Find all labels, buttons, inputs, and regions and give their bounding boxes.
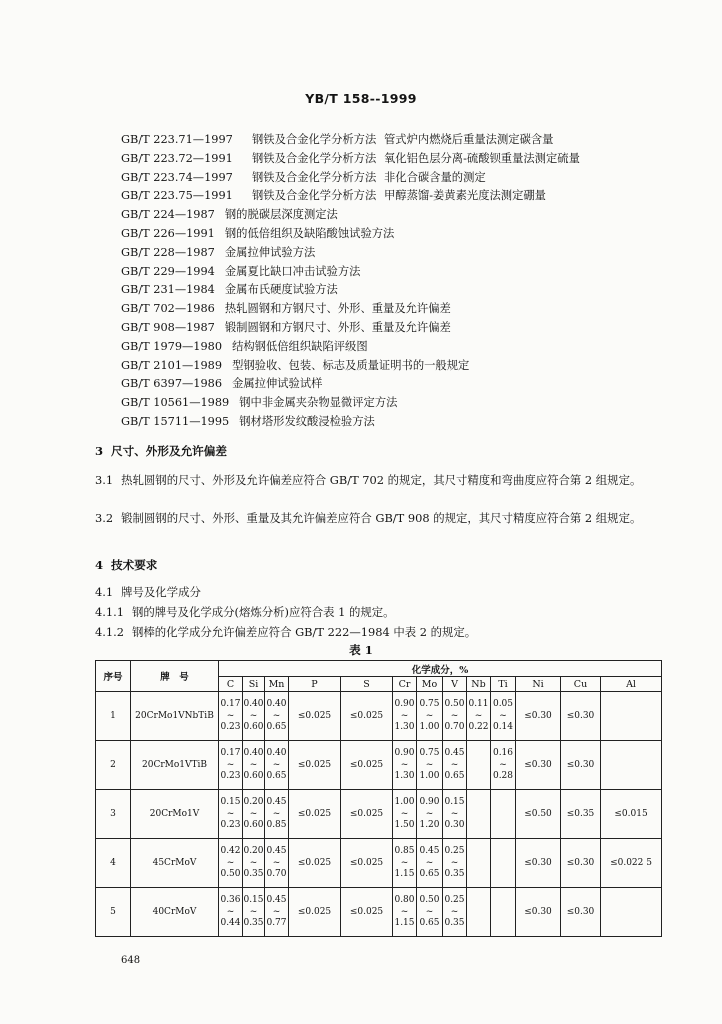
range-min: 0.90	[394, 698, 415, 709]
range-separator: ~	[400, 858, 409, 868]
reference-code: GB/T 908—1987	[121, 320, 215, 334]
steel-grade: 40CrMoV	[131, 888, 219, 937]
header-element: Ti	[491, 677, 516, 692]
range-min: 0.45	[419, 845, 440, 856]
reference-item	[121, 131, 681, 150]
range-min: 0.25	[444, 845, 465, 856]
cell-nb	[467, 741, 491, 790]
range-separator: ~	[400, 711, 409, 721]
header-element: Mn	[265, 677, 289, 692]
range-max: 0.65	[266, 722, 287, 732]
cell-cr-range	[393, 839, 417, 888]
range-min: 0.40	[243, 698, 264, 709]
cell-s: ≤0.025	[341, 790, 393, 839]
range-min: 0.11	[468, 698, 489, 709]
cell-cu: ≤0.35	[561, 790, 601, 839]
reference-subtitle: 管式炉内燃烧后重量法测定碳含量	[384, 133, 554, 146]
reference-code: GB/T 223.72—1991	[121, 151, 233, 165]
range-min: 0.16	[492, 747, 514, 758]
steel-grade: 20CrMo1V	[131, 790, 219, 839]
reference-title: 钢铁及合金化学分析方法	[252, 170, 377, 184]
range-min: 0.45	[266, 845, 287, 856]
range-separator: ~	[272, 809, 281, 819]
header-element: V	[443, 677, 467, 692]
range-min: 0.20	[243, 845, 264, 856]
range-min: 0.80	[394, 894, 415, 905]
range-max: 1.30	[394, 722, 415, 732]
range-max: 0.44	[220, 918, 241, 928]
range-min: 0.15	[444, 796, 465, 807]
range-max: 1.50	[394, 820, 415, 830]
header-element: Cr	[393, 677, 417, 692]
range-min: 0.05	[492, 698, 514, 709]
reference-code: GB/T 15711—1995	[121, 414, 230, 428]
clause-line: 4.1.1 钢的牌号及化学成分(熔炼分析)应符合表 1 的规定。	[95, 605, 395, 619]
steel-grade: 20CrMo1VNbTiB	[131, 692, 219, 741]
range-min: 0.45	[266, 796, 287, 807]
reference-title: 钢的低倍组织及缺陷酸蚀试验方法	[224, 226, 395, 240]
cell-si-range	[243, 790, 265, 839]
range-separator: ~	[272, 907, 281, 917]
reference-item	[121, 225, 681, 244]
reference-item	[121, 319, 681, 338]
range-min: 0.15	[243, 894, 264, 905]
reference-title: 金属夏比缺口冲击试验方法	[224, 264, 361, 278]
cell-cu: ≤0.30	[561, 741, 601, 790]
header-index: 序号	[96, 661, 131, 692]
reference-item	[121, 338, 681, 357]
reference-title: 金属拉伸试验方法	[224, 245, 316, 259]
cell-ti-range	[491, 692, 516, 741]
range-separator: ~	[226, 858, 235, 868]
cell-ti	[491, 888, 516, 937]
reference-code: GB/T 10561—1989	[121, 396, 230, 410]
range-min: 0.90	[419, 796, 440, 807]
range-max: 0.85	[266, 820, 287, 830]
reference-title: 型钢验收、包装、标志及质量证明书的一般规定	[232, 358, 470, 372]
range-min: 0.85	[394, 845, 415, 856]
reference-title: 钢材塔形发纹酸浸检验方法	[239, 414, 375, 428]
reference-item	[121, 169, 681, 188]
range-max: 1.15	[394, 918, 415, 928]
row-index: 3	[96, 790, 131, 839]
range-max: 0.14	[492, 722, 514, 732]
reference-list	[121, 131, 681, 432]
range-max: 0.70	[444, 722, 465, 732]
cell-al	[601, 692, 662, 741]
cell-c-range	[219, 741, 243, 790]
cell-p: ≤0.025	[289, 839, 341, 888]
reference-title: 钢铁及合金化学分析方法	[252, 151, 377, 165]
table-row	[96, 790, 662, 839]
cell-c-range	[219, 790, 243, 839]
cell-mo-range	[417, 839, 443, 888]
reference-code: GB/T 224—1987	[121, 208, 215, 222]
cell-v-range	[443, 790, 467, 839]
range-min: 0.25	[444, 894, 465, 905]
reference-item	[121, 413, 681, 432]
cell-v-range	[443, 741, 467, 790]
range-max: 0.23	[220, 722, 241, 732]
cell-cr-range	[393, 692, 417, 741]
range-max: 0.60	[243, 820, 264, 830]
reference-code: GB/T 702—1986	[121, 302, 215, 316]
range-max: 0.70	[266, 869, 287, 879]
range-max: 0.77	[266, 918, 287, 928]
cell-cu: ≤0.30	[561, 692, 601, 741]
range-min: 0.36	[220, 894, 241, 905]
cell-al: ≤0.022 5	[601, 839, 662, 888]
cell-s: ≤0.025	[341, 741, 393, 790]
cell-si-range	[243, 692, 265, 741]
cell-v-range	[443, 888, 467, 937]
range-min: 0.50	[444, 698, 465, 709]
range-separator: ~	[425, 760, 434, 770]
range-separator: ~	[226, 711, 235, 721]
range-max: 0.65	[419, 918, 440, 928]
range-max: 0.35	[444, 918, 465, 928]
range-min: 0.42	[220, 845, 241, 856]
reference-title: 结构钢低倍组织缺陷评级图	[232, 339, 368, 353]
range-max: 1.00	[419, 722, 440, 732]
reference-code: GB/T 226—1991	[121, 226, 215, 240]
reference-code: GB/T 6397—1986	[121, 377, 223, 391]
range-separator: ~	[249, 760, 258, 770]
range-separator: ~	[272, 711, 281, 721]
header-element: Nb	[467, 677, 491, 692]
cell-mn-range	[265, 888, 289, 937]
row-index: 4	[96, 839, 131, 888]
reference-title: 钢中非金属夹杂物显微评定方法	[239, 396, 398, 410]
cell-mn-range	[265, 692, 289, 741]
range-max: 0.60	[243, 722, 264, 732]
header-element: Ni	[516, 677, 561, 692]
header-element: C	[219, 677, 243, 692]
range-separator: ~	[425, 711, 434, 721]
cell-al	[601, 741, 662, 790]
page-header: YB/T 158--1999	[305, 91, 417, 106]
cell-mn-range	[265, 741, 289, 790]
cell-ni: ≤0.30	[516, 692, 561, 741]
range-max: 0.30	[444, 820, 465, 830]
table-caption: 表 1	[349, 643, 373, 657]
range-min: 0.75	[419, 747, 440, 758]
cell-p: ≤0.025	[289, 741, 341, 790]
header-element: Si	[243, 677, 265, 692]
reference-item	[121, 206, 681, 225]
row-index: 2	[96, 741, 131, 790]
range-max: 1.00	[419, 771, 440, 781]
range-max: 0.35	[444, 869, 465, 879]
range-max: 0.35	[243, 918, 264, 928]
reference-title: 锻制圆钢和方钢尺寸、外形、重量及允许偏差	[224, 320, 451, 334]
range-separator: ~	[450, 858, 459, 868]
reference-title: 钢铁及合金化学分析方法	[252, 133, 377, 146]
range-max: 0.23	[220, 771, 241, 781]
composition-table	[95, 660, 662, 937]
cell-nb	[467, 888, 491, 937]
cell-mo-range	[417, 888, 443, 937]
range-separator: ~	[450, 907, 459, 917]
range-max: 0.60	[243, 771, 264, 781]
cell-s: ≤0.025	[341, 839, 393, 888]
range-separator: ~	[249, 809, 258, 819]
reference-code: GB/T 2101—1989	[121, 358, 223, 372]
cell-si-range	[243, 839, 265, 888]
reference-code: GB/T 229—1994	[121, 264, 215, 278]
cell-cr-range	[393, 888, 417, 937]
range-min: 0.50	[419, 894, 440, 905]
cell-ni: ≤0.50	[516, 790, 561, 839]
range-max: 0.22	[468, 722, 489, 732]
cell-s: ≤0.025	[341, 888, 393, 937]
range-min: 0.17	[220, 698, 241, 709]
steel-grade: 20CrMo1VTiB	[131, 741, 219, 790]
table-row	[96, 888, 662, 937]
range-separator: ~	[272, 760, 281, 770]
range-separator: ~	[400, 907, 409, 917]
reference-code: GB/T 223.74—1997	[121, 170, 233, 184]
range-min: 0.75	[419, 698, 440, 709]
cell-nb-range	[467, 692, 491, 741]
range-max: 0.65	[266, 771, 287, 781]
range-separator: ~	[474, 711, 483, 721]
header-grade: 牌 号	[131, 661, 219, 692]
cell-c-range	[219, 888, 243, 937]
reference-subtitle: 非化合碳含量的测定	[384, 170, 486, 184]
range-separator: ~	[400, 809, 409, 819]
reference-item	[121, 394, 681, 413]
range-max: 0.28	[492, 771, 514, 781]
reference-item	[121, 281, 681, 300]
range-min: 0.40	[266, 698, 287, 709]
range-separator: ~	[226, 760, 235, 770]
cell-cu: ≤0.30	[561, 839, 601, 888]
clause-paragraph: 3.2 锻制圆钢的尺寸、外形、重量及其允许偏差应符合 GB/T 908 的规定，其尺寸精度应符合第 2 组规定。	[95, 511, 642, 525]
steel-grade: 45CrMoV	[131, 839, 219, 888]
range-max: 0.65	[444, 771, 465, 781]
cell-c-range	[219, 692, 243, 741]
range-separator: ~	[450, 760, 459, 770]
range-max: 0.65	[419, 869, 440, 879]
range-separator: ~	[400, 760, 409, 770]
row-index: 5	[96, 888, 131, 937]
range-min: 0.40	[266, 747, 287, 758]
range-min: 0.20	[243, 796, 264, 807]
cell-cr-range	[393, 741, 417, 790]
cell-si-range	[243, 741, 265, 790]
reference-title: 钢的脱碳层深度测定法	[224, 208, 338, 222]
reference-code: GB/T 231—1984	[121, 283, 215, 297]
cell-si-range	[243, 888, 265, 937]
cell-mn-range	[265, 790, 289, 839]
cell-cr-range	[393, 790, 417, 839]
reference-title: 钢铁及合金化学分析方法	[252, 189, 377, 203]
reference-title: 金属布氏硬度试验方法	[224, 283, 338, 297]
page-number: 648	[121, 955, 141, 966]
range-min: 0.45	[266, 894, 287, 905]
cell-mo-range	[417, 790, 443, 839]
range-separator: ~	[249, 711, 258, 721]
cell-ni: ≤0.30	[516, 888, 561, 937]
range-max: 1.30	[394, 771, 415, 781]
row-index: 1	[96, 692, 131, 741]
range-separator: ~	[450, 711, 459, 721]
cell-al	[601, 888, 662, 937]
reference-item	[121, 300, 681, 319]
header-element: P	[289, 677, 341, 692]
range-separator: ~	[425, 907, 434, 917]
cell-al: ≤0.015	[601, 790, 662, 839]
reference-code: GB/T 223.71—1997	[121, 133, 233, 146]
header-composition: 化学成分，%	[219, 661, 662, 677]
cell-ni: ≤0.30	[516, 839, 561, 888]
table-row	[96, 692, 662, 741]
cell-ti	[491, 790, 516, 839]
header-element: Al	[601, 677, 662, 692]
reference-item	[121, 150, 681, 169]
reference-item	[121, 187, 681, 206]
header-element: Mo	[417, 677, 443, 692]
range-max: 1.20	[419, 820, 440, 830]
range-separator: ~	[425, 858, 434, 868]
cell-nb	[467, 839, 491, 888]
section-heading: 4 技术要求	[95, 558, 158, 572]
reference-subtitle: 甲醇蒸馏-姜黄素光度法测定硼量	[384, 189, 546, 203]
range-separator: ~	[425, 809, 434, 819]
range-min: 0.90	[394, 747, 415, 758]
range-min: 0.45	[444, 747, 465, 758]
cell-c-range	[219, 839, 243, 888]
cell-ti	[491, 839, 516, 888]
cell-nb	[467, 790, 491, 839]
cell-ti-range	[491, 741, 516, 790]
range-separator: ~	[226, 907, 235, 917]
cell-p: ≤0.025	[289, 790, 341, 839]
range-max: 0.23	[220, 820, 241, 830]
range-min: 0.15	[220, 796, 241, 807]
cell-mn-range	[265, 839, 289, 888]
range-separator: ~	[499, 711, 507, 721]
reference-item	[121, 244, 681, 263]
reference-code: GB/T 1979—1980	[121, 339, 223, 353]
clause-paragraph: 3.1 热轧圆钢的尺寸、外形及允许偏差应符合 GB/T 702 的规定，其尺寸精度和弯曲度应符合第 2 组规定。	[95, 473, 642, 487]
range-separator: ~	[272, 858, 281, 868]
reference-item	[121, 263, 681, 282]
cell-p: ≤0.025	[289, 888, 341, 937]
range-min: 0.17	[220, 747, 241, 758]
header-element: S	[341, 677, 393, 692]
cell-s: ≤0.025	[341, 692, 393, 741]
range-min: 0.40	[243, 747, 264, 758]
range-separator: ~	[226, 809, 235, 819]
clause-line: 4.1.2 钢棒的化学成分允许偏差应符合 GB/T 222—1984 中表 2 的规定。	[95, 625, 477, 639]
reference-subtitle: 氧化铝色层分离-硫酸钡重量法测定硫量	[384, 151, 580, 165]
cell-v-range	[443, 692, 467, 741]
reference-item	[121, 357, 681, 376]
header-element: Cu	[561, 677, 601, 692]
cell-mo-range	[417, 692, 443, 741]
reference-code: GB/T 223.75—1991	[121, 189, 233, 203]
section-heading: 3 尺寸、外形及允许偏差	[95, 444, 227, 458]
range-separator: ~	[499, 760, 507, 770]
reference-code: GB/T 228—1987	[121, 245, 215, 259]
table-row	[96, 839, 662, 888]
range-max: 1.15	[394, 869, 415, 879]
range-separator: ~	[249, 907, 258, 917]
reference-title: 金属拉伸试验试样	[232, 377, 323, 391]
range-max: 0.50	[220, 869, 241, 879]
cell-ni: ≤0.30	[516, 741, 561, 790]
cell-p: ≤0.025	[289, 692, 341, 741]
clause-line: 4.1 牌号及化学成分	[95, 585, 201, 599]
cell-v-range	[443, 839, 467, 888]
cell-cu: ≤0.30	[561, 888, 601, 937]
cell-mo-range	[417, 741, 443, 790]
range-max: 0.35	[243, 869, 264, 879]
reference-title: 热轧圆钢和方钢尺寸、外形、重量及允许偏差	[224, 302, 451, 316]
table-row	[96, 741, 662, 790]
range-separator: ~	[450, 809, 459, 819]
reference-item	[121, 375, 681, 394]
range-min: 1.00	[394, 796, 415, 807]
range-separator: ~	[249, 858, 258, 868]
